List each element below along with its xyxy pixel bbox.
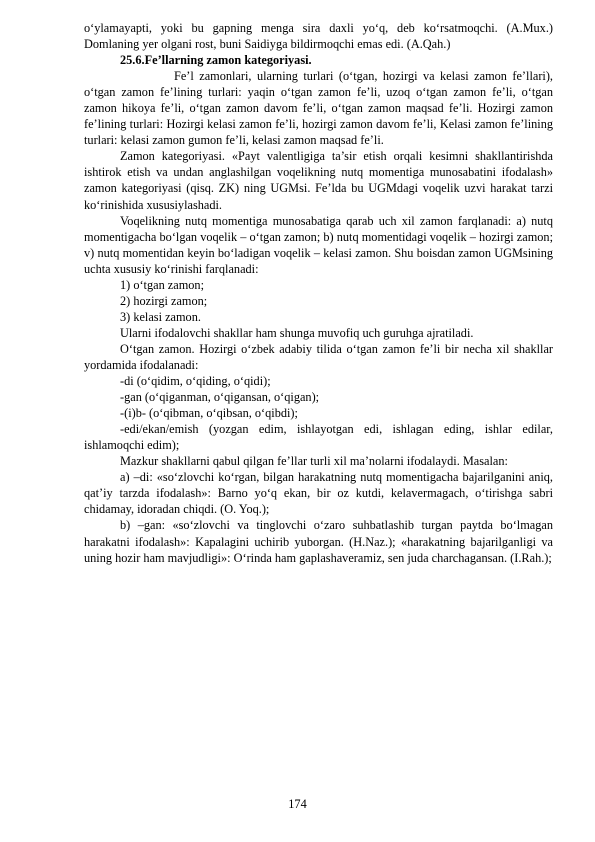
suffix-item: -di (o‘qidim, o‘qiding, o‘qidi); [120,374,271,389]
suffix-item: -edi/ekan/emish (yozgan edim, ishlayotgan edi, ishlagan eding, ishlar edilar, ishlamoqchi edim); [84,422,553,453]
suffix-item: -(i)b- (o‘qibman, o‘qibsan, o‘qibdi); [120,406,298,421]
section-heading: 25.6.Fe’llarning zamon kategoriyasi. [120,53,312,68]
paragraph-voqelik: Voqelikning nutq momentiga munosabatiga qarab uch xil zamon farqlanadi: a) nutq momentigacha bo‘lgan voqelik – o‘tgan zamon; b) nutq momentidagi voqelik – hozirgi zamon; v) nutq momentidan keyin bo‘ladigan voqelik – kelasi zamon. Shu boisdan zamon UGMsining uchta xususiy ko‘rinishi farqlanadi: [84,213,553,276]
list-item: 3) kelasi zamon. [120,309,201,324]
paragraph-otgan-zamon: O‘tgan zamon. Hozirgi o‘zbek adabiy tilida o‘tgan zamon fe’li bir necha xil shakllar yordamida ifodalanadi: [84,341,553,372]
example-b: b) –gan: «so‘zlovchi va tinglovchi o‘zaro suhbatlashib turgan paytda bo‘lmagan harakatni ifodalash»: Kapalagini uchirib yuborgan. (H.Naz.); «harakatning bajarilganligi va uning hozir ham mavjudligi»: O‘rinda ham gaplashaveramiz, sen juda charchagansan. (I.Rah.); [84,518,553,565]
page-number: 174 [288,797,307,811]
paragraph-mazkur: Mazkur shakllarni qabul qilgan fe’llar turli xil ma’nolarni ifodalaydi. Masalan: [120,454,508,469]
paragraph-ularni: Ularni ifodalovchi shakllar ham shunga muvofiq uch guruhga ajratiladi. [120,325,474,340]
list-item: 2) hozirgi zamon; [120,293,208,308]
document-page [84,20,553,566]
paragraph-intro: Fe’l zamonlari, ularning turlari (o‘tgan, hozirgi va kelasi zamon fe’llari), o‘tgan zamon fe’lining turlari: yaqin o‘tgan zamon fe’li, uzoq o‘tgan zamon fe’li, o‘tgan zamon hikoya fe’li, o‘tgan zamon davom fe’li, o‘tgan zamon maqsad fe’li. Hozirgi zamon fe’lining turlari: Hozirgi kelasi zamon fe’li, hozirgi zamon davom fe’li, Kelasi zamon fe’lining turlari: kelasi zamon gumon fe’li, kelasi zamon maqsad fe’li. [84,69,553,148]
list-item: 1) o‘tgan zamon; [120,277,205,292]
suffix-item: -gan (o‘qiganman, o‘qigansan, o‘qigan); [120,390,320,405]
example-a: a) –di: «so‘zlovchi ko‘rgan, bilgan harakatning nutq momentigacha bajarilganini aniq, qat’iy tarzda ifodalash»: Barno yo‘q ekan, bir oz kutdi, kelavermagach, o‘tirishga sabri chidamay, idoradan chiqdi. (O. Yoq.); [84,470,553,517]
paragraph-zamon-kategoriyasi: Zamon kategoriyasi. «Payt valentligiga ta’sir etish orqali kesimni shakllantirishda ishtirok etish va undan anglashilgan voqelikning nutq momentiga munosabatini ifodalash» zamon kategoriyasi (qisq. ZK) ning UGMsi. Fe’lda bu UGMdagi voqelik uzvi harakat tarzi ko‘rinishida xususiylashadi. [84,149,553,212]
paragraph-continuation: o‘ylamayapti, yoki bu gapning menga sira daxli yo‘q, deb ko‘rsatmoqchi. (A.Mux.) Domlaning yer olgani rost, buni Saidiyga bildirmoqchi emas edi. (A.Qah.) [84,21,553,52]
